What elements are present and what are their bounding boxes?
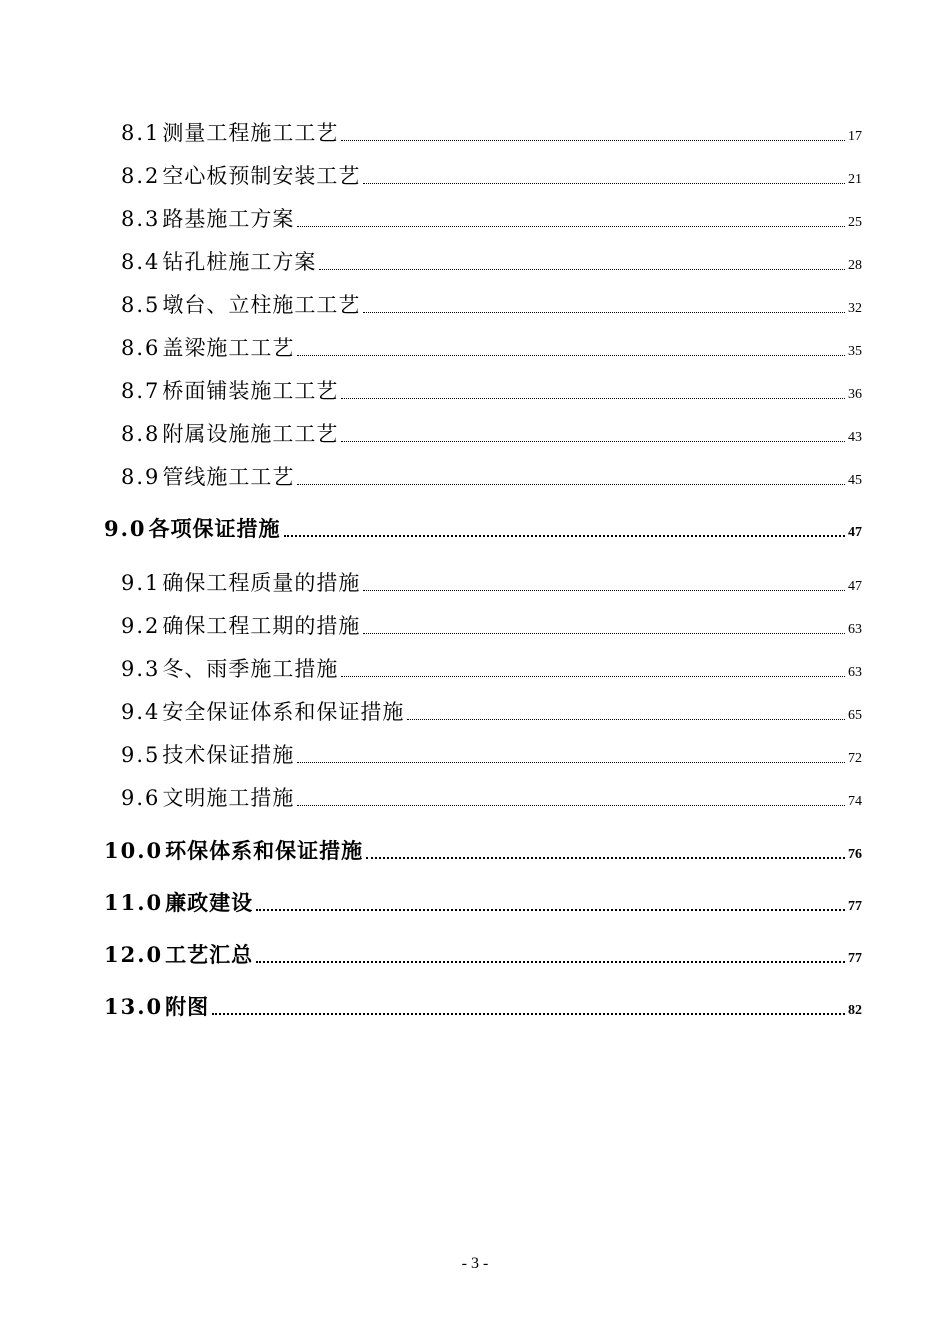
toc-entry-title: 确保工程工期的措施	[162, 614, 361, 638]
toc-entry-page: 36	[848, 387, 862, 402]
dot-leader	[363, 312, 845, 313]
toc-entry-9-0[interactable]	[104, 513, 862, 543]
toc-entry-title: 工艺汇总	[165, 942, 254, 967]
toc-entry-9-1[interactable]	[121, 567, 862, 597]
toc-entry-8-4[interactable]	[121, 246, 862, 276]
toc-entry-page: 47	[848, 525, 862, 540]
toc-entry-page: 21	[848, 172, 862, 187]
toc-entry-page: 63	[848, 622, 862, 637]
dot-leader	[341, 398, 845, 399]
toc-entry-8-9[interactable]	[121, 461, 862, 491]
toc-entry-title: 环保体系和保证措施	[165, 838, 364, 863]
toc-entry-13-0[interactable]	[104, 991, 862, 1021]
dot-leader	[363, 590, 845, 591]
toc-entry-page: 76	[848, 847, 862, 862]
toc-entry-number: 8.6	[121, 336, 161, 360]
toc-entry-page: 17	[848, 129, 862, 144]
toc-entry-number: 8.4	[121, 250, 161, 274]
toc-entry-number: 9.0	[104, 516, 147, 541]
toc-entry-title: 技术保证措施	[162, 743, 295, 767]
toc-entry-title: 确保工程质量的措施	[162, 571, 361, 595]
toc-entry-number: 8.8	[121, 422, 161, 446]
dot-leader	[297, 226, 845, 227]
toc-entry-title: 管线施工工艺	[162, 465, 295, 489]
toc-entry-number: 9.2	[121, 614, 161, 638]
toc-entry-number: 8.1	[121, 121, 161, 145]
toc-entry-number: 13.0	[104, 994, 164, 1019]
dot-leader	[256, 909, 845, 911]
dot-leader	[284, 535, 845, 537]
toc-entry-number: 8.7	[121, 379, 161, 403]
toc-entry-8-3[interactable]	[121, 203, 862, 233]
dot-leader	[297, 762, 845, 763]
toc-entry-title: 附图	[165, 994, 210, 1019]
toc-entry-title: 路基施工方案	[162, 207, 295, 231]
dot-leader	[341, 441, 845, 442]
toc-entry-8-5[interactable]	[121, 289, 862, 319]
toc-entry-page: 28	[848, 258, 862, 273]
dot-leader	[407, 719, 845, 720]
toc-entry-9-4[interactable]	[121, 696, 862, 726]
page-number: - 3 -	[461, 1255, 489, 1272]
toc-entry-page: 77	[848, 899, 862, 914]
toc-entry-title: 廉政建设	[165, 890, 254, 915]
dot-leader	[363, 183, 845, 184]
dot-leader	[297, 805, 845, 806]
toc-entry-page: 47	[848, 579, 862, 594]
toc-entry-number: 8.9	[121, 465, 161, 489]
toc-entry-number: 12.0	[104, 942, 164, 967]
toc-entry-title: 墩台、立柱施工工艺	[162, 293, 361, 317]
toc-entry-page: 72	[848, 751, 862, 766]
dot-leader	[341, 140, 845, 141]
toc-entry-number: 9.6	[121, 786, 161, 810]
toc-entry-title: 冬、雨季施工措施	[162, 657, 339, 681]
toc-entry-8-7[interactable]	[121, 375, 862, 405]
toc-entry-title: 各项保证措施	[148, 516, 281, 541]
toc-entry-title: 文明施工措施	[162, 786, 295, 810]
toc-entry-page: 63	[848, 665, 862, 680]
dot-leader	[363, 633, 845, 634]
toc-entry-number: 8.3	[121, 207, 161, 231]
toc-entry-page: 25	[848, 215, 862, 230]
toc-entry-title: 桥面铺装施工工艺	[162, 379, 339, 403]
dot-leader	[341, 676, 845, 677]
toc-entry-8-1[interactable]	[121, 117, 862, 147]
toc-entry-page: 77	[848, 951, 862, 966]
toc-entry-8-8[interactable]	[121, 418, 862, 448]
toc-entry-number: 9.1	[121, 571, 161, 595]
toc-entry-page: 45	[848, 473, 862, 488]
toc-entry-title: 盖梁施工工艺	[162, 336, 295, 360]
toc-entry-number: 8.2	[121, 164, 161, 188]
toc-entry-8-2[interactable]	[121, 160, 862, 190]
dot-leader	[297, 355, 845, 356]
toc-entry-9-2[interactable]	[121, 610, 862, 640]
toc-entry-page: 65	[848, 708, 862, 723]
toc-entry-title: 空心板预制安装工艺	[162, 164, 361, 188]
dot-leader	[297, 484, 845, 485]
toc-entry-9-3[interactable]	[121, 653, 862, 683]
toc-entry-number: 9.4	[121, 700, 161, 724]
toc-entry-title: 钻孔桩施工方案	[162, 250, 317, 274]
dot-leader	[319, 269, 845, 270]
toc-entry-page: 74	[848, 794, 862, 809]
toc-entry-9-5[interactable]	[121, 739, 862, 769]
toc-entry-page: 35	[848, 344, 862, 359]
toc-entry-11-0[interactable]	[104, 887, 862, 917]
toc-entry-number: 9.3	[121, 657, 161, 681]
toc-entry-page: 82	[848, 1003, 862, 1018]
toc-entry-title: 测量工程施工工艺	[162, 121, 339, 145]
toc-entry-title: 安全保证体系和保证措施	[162, 700, 405, 724]
toc-entry-10-0[interactable]	[104, 835, 862, 865]
toc-entry-number: 11.0	[104, 890, 164, 915]
dot-leader	[212, 1013, 845, 1015]
toc-entry-8-6[interactable]	[121, 332, 862, 362]
toc-entry-number: 9.5	[121, 743, 161, 767]
dot-leader	[256, 961, 845, 963]
toc-entry-number: 8.5	[121, 293, 161, 317]
toc-entry-9-6[interactable]	[121, 782, 862, 812]
toc-entry-12-0[interactable]	[104, 939, 862, 969]
toc-entry-number: 10.0	[104, 838, 164, 863]
toc-entry-page: 43	[848, 430, 862, 445]
toc-entry-title: 附属设施施工工艺	[162, 422, 339, 446]
toc-entry-page: 32	[848, 301, 862, 316]
dot-leader	[366, 857, 845, 859]
